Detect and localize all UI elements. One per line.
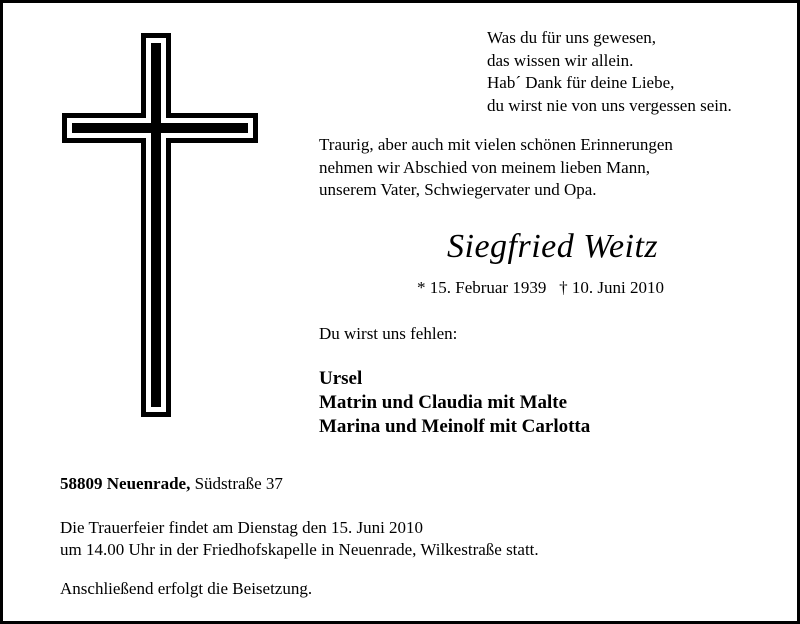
poem-line: du wirst nie von uns vergessen sein.: [487, 95, 732, 115]
intro-line: unserem Vater, Schwiegervater und Opa.: [319, 180, 597, 199]
funeral-line: Die Trauerfeier findet am Dienstag den 15. Juni 2010: [60, 518, 424, 537]
intro-line: Traurig, aber auch mit vielen schönen Erinnerungen: [319, 135, 673, 154]
intro-line: nehmen wir Abschied von meinem lieben Mann,: [319, 157, 650, 177]
address-city: 58809 Neuenrade,: [60, 474, 191, 493]
deceased-name: Siegfried Weitz: [447, 228, 659, 265]
mourner: Matrin und Claudia mit Malte: [319, 392, 568, 413]
poem-line: Was du für uns gewesen,: [487, 28, 657, 47]
burial-info: Anschließend erfolgt die Beisetzung.: [60, 579, 313, 598]
poem-line: das wissen wir allein.: [487, 50, 634, 70]
mourners-list: [319, 367, 590, 439]
poem: [487, 27, 732, 117]
mourner: Ursel: [319, 368, 363, 389]
cross-icon: [62, 33, 258, 417]
poem-line: Hab´ Dank für deine Liebe,: [487, 73, 675, 92]
mourner: Marina und Meinolf mit Carlotta: [319, 416, 591, 437]
address: [60, 473, 283, 495]
funeral-line: um 14.00 Uhr in der Friedhofskapelle in Neuenrade, Wilkestraße statt.: [60, 540, 539, 559]
intro-text: [319, 134, 673, 202]
life-dates: * 15. Februar 1939 † 10. Juni 2010: [417, 278, 664, 297]
address-street: Südstraße 37: [194, 474, 283, 493]
missed-text: Du wirst uns fehlen:: [319, 324, 458, 343]
funeral-info: [60, 517, 539, 561]
